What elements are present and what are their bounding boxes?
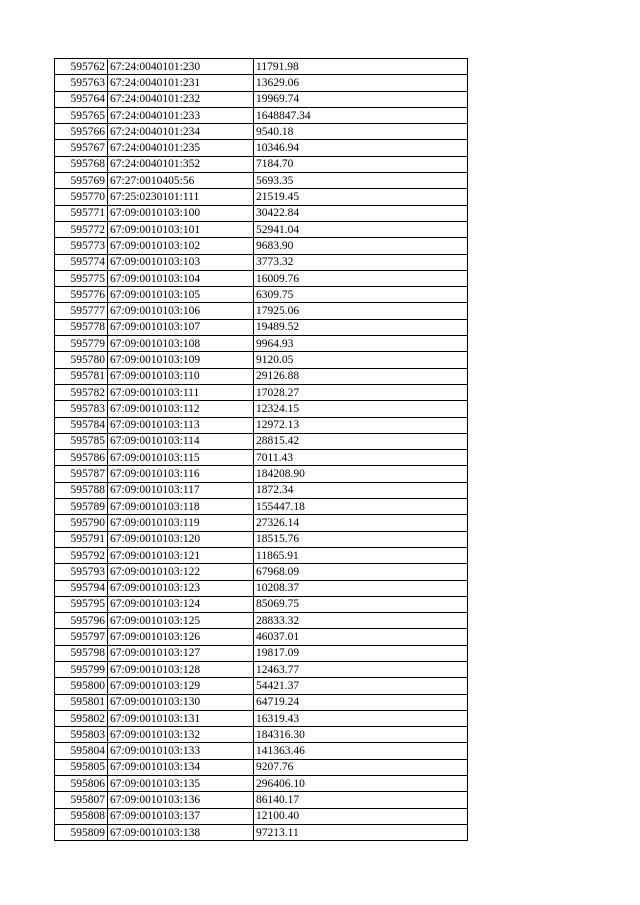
value-cell: 97213.11 bbox=[254, 824, 468, 840]
value-cell: 155447.18 bbox=[254, 499, 468, 515]
cadastral-number-cell: 67:09:0010103:134 bbox=[108, 759, 254, 775]
table-row bbox=[55, 221, 468, 237]
cadastral-number-cell: 67:09:0010103:107 bbox=[108, 319, 254, 335]
table-row bbox=[55, 368, 468, 384]
value-cell: 12972.13 bbox=[254, 417, 468, 433]
table-row bbox=[55, 564, 468, 580]
cadastral-number-cell: 67:09:0010103:108 bbox=[108, 336, 254, 352]
cadastral-number-cell: 67:09:0010103:128 bbox=[108, 661, 254, 677]
value-cell: 184316.30 bbox=[254, 727, 468, 743]
cadastral-number-cell: 67:09:0010103:121 bbox=[108, 547, 254, 563]
table-row bbox=[55, 629, 468, 645]
row-id-cell: 595794 bbox=[55, 580, 108, 596]
cadastral-number-cell: 67:09:0010103:120 bbox=[108, 531, 254, 547]
table-row bbox=[55, 173, 468, 189]
table-row bbox=[55, 727, 468, 743]
row-id-cell: 595801 bbox=[55, 694, 108, 710]
value-cell: 52941.04 bbox=[254, 221, 468, 237]
table-row bbox=[55, 678, 468, 694]
row-id-cell: 595781 bbox=[55, 368, 108, 384]
table-row bbox=[55, 694, 468, 710]
cadastral-number-cell: 67:09:0010103:117 bbox=[108, 482, 254, 498]
row-id-cell: 595795 bbox=[55, 596, 108, 612]
row-id-cell: 595769 bbox=[55, 173, 108, 189]
table-row bbox=[55, 792, 468, 808]
table-row bbox=[55, 270, 468, 286]
row-id-cell: 595786 bbox=[55, 450, 108, 466]
value-cell: 85069.75 bbox=[254, 596, 468, 612]
table-row bbox=[55, 417, 468, 433]
row-id-cell: 595791 bbox=[55, 531, 108, 547]
table-row bbox=[55, 824, 468, 840]
row-id-cell: 595765 bbox=[55, 107, 108, 123]
row-id-cell: 595808 bbox=[55, 808, 108, 824]
row-id-cell: 595771 bbox=[55, 205, 108, 221]
row-id-cell: 595792 bbox=[55, 547, 108, 563]
cadastral-number-cell: 67:09:0010103:112 bbox=[108, 401, 254, 417]
cadastral-number-cell: 67:24:0040101:234 bbox=[108, 124, 254, 140]
cadastral-number-cell: 67:09:0010103:118 bbox=[108, 499, 254, 515]
row-id-cell: 595805 bbox=[55, 759, 108, 775]
value-cell: 46037.01 bbox=[254, 629, 468, 645]
row-id-cell: 595780 bbox=[55, 352, 108, 368]
cadastral-number-cell: 67:09:0010103:104 bbox=[108, 270, 254, 286]
value-cell: 7011.43 bbox=[254, 450, 468, 466]
cadastral-number-cell: 67:09:0010103:123 bbox=[108, 580, 254, 596]
table-row bbox=[55, 303, 468, 319]
value-cell: 9683.90 bbox=[254, 238, 468, 254]
cadastral-number-cell: 67:09:0010103:103 bbox=[108, 254, 254, 270]
table-row bbox=[55, 433, 468, 449]
value-cell: 28815.42 bbox=[254, 433, 468, 449]
value-cell: 9540.18 bbox=[254, 124, 468, 140]
table-row bbox=[55, 645, 468, 661]
value-cell: 19817.09 bbox=[254, 645, 468, 661]
table-row bbox=[55, 91, 468, 107]
value-cell: 29126.88 bbox=[254, 368, 468, 384]
row-id-cell: 595785 bbox=[55, 433, 108, 449]
table-row bbox=[55, 238, 468, 254]
value-cell: 11791.98 bbox=[254, 59, 468, 75]
cadastral-number-cell: 67:09:0010103:137 bbox=[108, 808, 254, 824]
table-row bbox=[55, 401, 468, 417]
value-cell: 19489.52 bbox=[254, 319, 468, 335]
cadastral-number-cell: 67:09:0010103:106 bbox=[108, 303, 254, 319]
table-row bbox=[55, 59, 468, 75]
table-row bbox=[55, 580, 468, 596]
value-cell: 27326.14 bbox=[254, 515, 468, 531]
row-id-cell: 595767 bbox=[55, 140, 108, 156]
cadastral-number-cell: 67:09:0010103:113 bbox=[108, 417, 254, 433]
row-id-cell: 595773 bbox=[55, 238, 108, 254]
value-cell: 30422.84 bbox=[254, 205, 468, 221]
table-row bbox=[55, 124, 468, 140]
cadastral-number-cell: 67:09:0010103:111 bbox=[108, 384, 254, 400]
value-cell: 21519.45 bbox=[254, 189, 468, 205]
table-row bbox=[55, 205, 468, 221]
cadastral-number-cell: 67:09:0010103:124 bbox=[108, 596, 254, 612]
cadastral-number-cell: 67:24:0040101:232 bbox=[108, 91, 254, 107]
table-row bbox=[55, 759, 468, 775]
row-id-cell: 595788 bbox=[55, 482, 108, 498]
table-body bbox=[55, 59, 468, 841]
cadastral-number-cell: 67:09:0010103:114 bbox=[108, 433, 254, 449]
row-id-cell: 595778 bbox=[55, 319, 108, 335]
table-row bbox=[55, 499, 468, 515]
row-id-cell: 595796 bbox=[55, 613, 108, 629]
table-row bbox=[55, 661, 468, 677]
cadastral-number-cell: 67:27:0010405:56 bbox=[108, 173, 254, 189]
value-cell: 12100.40 bbox=[254, 808, 468, 824]
row-id-cell: 595776 bbox=[55, 287, 108, 303]
value-cell: 54421.37 bbox=[254, 678, 468, 694]
row-id-cell: 595799 bbox=[55, 661, 108, 677]
value-cell: 1872.34 bbox=[254, 482, 468, 498]
table-row bbox=[55, 482, 468, 498]
row-id-cell: 595800 bbox=[55, 678, 108, 694]
table-row bbox=[55, 287, 468, 303]
table-row bbox=[55, 547, 468, 563]
cadastral-number-cell: 67:09:0010103:132 bbox=[108, 727, 254, 743]
cadastral-number-cell: 67:09:0010103:135 bbox=[108, 776, 254, 792]
value-cell: 6309.75 bbox=[254, 287, 468, 303]
row-id-cell: 595802 bbox=[55, 710, 108, 726]
table-row bbox=[55, 743, 468, 759]
row-id-cell: 595798 bbox=[55, 645, 108, 661]
table-row bbox=[55, 776, 468, 792]
value-cell: 9120.05 bbox=[254, 352, 468, 368]
table-row bbox=[55, 466, 468, 482]
table-row bbox=[55, 189, 468, 205]
row-id-cell: 595790 bbox=[55, 515, 108, 531]
cadastral-number-cell: 67:25:0230101:111 bbox=[108, 189, 254, 205]
table-row bbox=[55, 352, 468, 368]
cadastral-number-cell: 67:09:0010103:101 bbox=[108, 221, 254, 237]
cadastral-number-cell: 67:09:0010103:126 bbox=[108, 629, 254, 645]
cadastral-number-cell: 67:24:0040101:231 bbox=[108, 75, 254, 91]
row-id-cell: 595797 bbox=[55, 629, 108, 645]
row-id-cell: 595770 bbox=[55, 189, 108, 205]
cadastral-number-cell: 67:24:0040101:352 bbox=[108, 156, 254, 172]
value-cell: 28833.32 bbox=[254, 613, 468, 629]
cadastral-number-cell: 67:09:0010103:133 bbox=[108, 743, 254, 759]
cadastral-number-cell: 67:09:0010103:125 bbox=[108, 613, 254, 629]
value-cell: 64719.24 bbox=[254, 694, 468, 710]
row-id-cell: 595793 bbox=[55, 564, 108, 580]
value-cell: 86140.17 bbox=[254, 792, 468, 808]
table-row bbox=[55, 156, 468, 172]
cadastral-number-cell: 67:09:0010103:110 bbox=[108, 368, 254, 384]
table-row bbox=[55, 107, 468, 123]
row-id-cell: 595787 bbox=[55, 466, 108, 482]
value-cell: 10346.94 bbox=[254, 140, 468, 156]
value-cell: 3773.32 bbox=[254, 254, 468, 270]
value-cell: 12463.77 bbox=[254, 661, 468, 677]
cadastral-number-cell: 67:24:0040101:230 bbox=[108, 59, 254, 75]
row-id-cell: 595789 bbox=[55, 499, 108, 515]
row-id-cell: 595768 bbox=[55, 156, 108, 172]
table-row bbox=[55, 515, 468, 531]
table-row bbox=[55, 613, 468, 629]
value-cell: 10208.37 bbox=[254, 580, 468, 596]
cadastral-number-cell: 67:09:0010103:105 bbox=[108, 287, 254, 303]
row-id-cell: 595766 bbox=[55, 124, 108, 140]
table-row bbox=[55, 140, 468, 156]
cadastral-number-cell: 67:09:0010103:122 bbox=[108, 564, 254, 580]
table-row bbox=[55, 336, 468, 352]
table-row bbox=[55, 710, 468, 726]
value-cell: 184208.90 bbox=[254, 466, 468, 482]
cadastral-number-cell: 67:09:0010103:102 bbox=[108, 238, 254, 254]
row-id-cell: 595804 bbox=[55, 743, 108, 759]
table-row bbox=[55, 808, 468, 824]
cadastral-number-cell: 67:09:0010103:130 bbox=[108, 694, 254, 710]
cadastral-number-cell: 67:09:0010103:100 bbox=[108, 205, 254, 221]
value-cell: 16319.43 bbox=[254, 710, 468, 726]
table-row bbox=[55, 596, 468, 612]
row-id-cell: 595762 bbox=[55, 59, 108, 75]
row-id-cell: 595806 bbox=[55, 776, 108, 792]
cadastral-number-cell: 67:09:0010103:127 bbox=[108, 645, 254, 661]
value-cell: 18515.76 bbox=[254, 531, 468, 547]
cadastral-number-cell: 67:09:0010103:116 bbox=[108, 466, 254, 482]
value-cell: 296406.10 bbox=[254, 776, 468, 792]
cadastral-number-cell: 67:24:0040101:235 bbox=[108, 140, 254, 156]
row-id-cell: 595777 bbox=[55, 303, 108, 319]
cadastral-number-cell: 67:09:0010103:131 bbox=[108, 710, 254, 726]
table-row bbox=[55, 450, 468, 466]
value-cell: 11865.91 bbox=[254, 547, 468, 563]
data-table bbox=[54, 58, 468, 841]
value-cell: 13629.06 bbox=[254, 75, 468, 91]
value-cell: 1648847.34 bbox=[254, 107, 468, 123]
row-id-cell: 595775 bbox=[55, 270, 108, 286]
cadastral-number-cell: 67:09:0010103:129 bbox=[108, 678, 254, 694]
row-id-cell: 595784 bbox=[55, 417, 108, 433]
value-cell: 67968.09 bbox=[254, 564, 468, 580]
row-id-cell: 595774 bbox=[55, 254, 108, 270]
row-id-cell: 595809 bbox=[55, 824, 108, 840]
cadastral-number-cell: 67:24:0040101:233 bbox=[108, 107, 254, 123]
value-cell: 12324.15 bbox=[254, 401, 468, 417]
value-cell: 7184.70 bbox=[254, 156, 468, 172]
row-id-cell: 595772 bbox=[55, 221, 108, 237]
value-cell: 141363.46 bbox=[254, 743, 468, 759]
cadastral-number-cell: 67:09:0010103:119 bbox=[108, 515, 254, 531]
value-cell: 17925.06 bbox=[254, 303, 468, 319]
cadastral-number-cell: 67:09:0010103:115 bbox=[108, 450, 254, 466]
table-row bbox=[55, 384, 468, 400]
cadastral-number-cell: 67:09:0010103:109 bbox=[108, 352, 254, 368]
row-id-cell: 595764 bbox=[55, 91, 108, 107]
table-row bbox=[55, 531, 468, 547]
row-id-cell: 595763 bbox=[55, 75, 108, 91]
row-id-cell: 595803 bbox=[55, 727, 108, 743]
value-cell: 17028.27 bbox=[254, 384, 468, 400]
row-id-cell: 595783 bbox=[55, 401, 108, 417]
cadastral-number-cell: 67:09:0010103:136 bbox=[108, 792, 254, 808]
cadastral-number-cell: 67:09:0010103:138 bbox=[108, 824, 254, 840]
table-row bbox=[55, 75, 468, 91]
value-cell: 16009.76 bbox=[254, 270, 468, 286]
table-row bbox=[55, 254, 468, 270]
value-cell: 9207.76 bbox=[254, 759, 468, 775]
table-row bbox=[55, 319, 468, 335]
value-cell: 5693.35 bbox=[254, 173, 468, 189]
value-cell: 9964.93 bbox=[254, 336, 468, 352]
value-cell: 19969.74 bbox=[254, 91, 468, 107]
row-id-cell: 595779 bbox=[55, 336, 108, 352]
row-id-cell: 595807 bbox=[55, 792, 108, 808]
row-id-cell: 595782 bbox=[55, 384, 108, 400]
